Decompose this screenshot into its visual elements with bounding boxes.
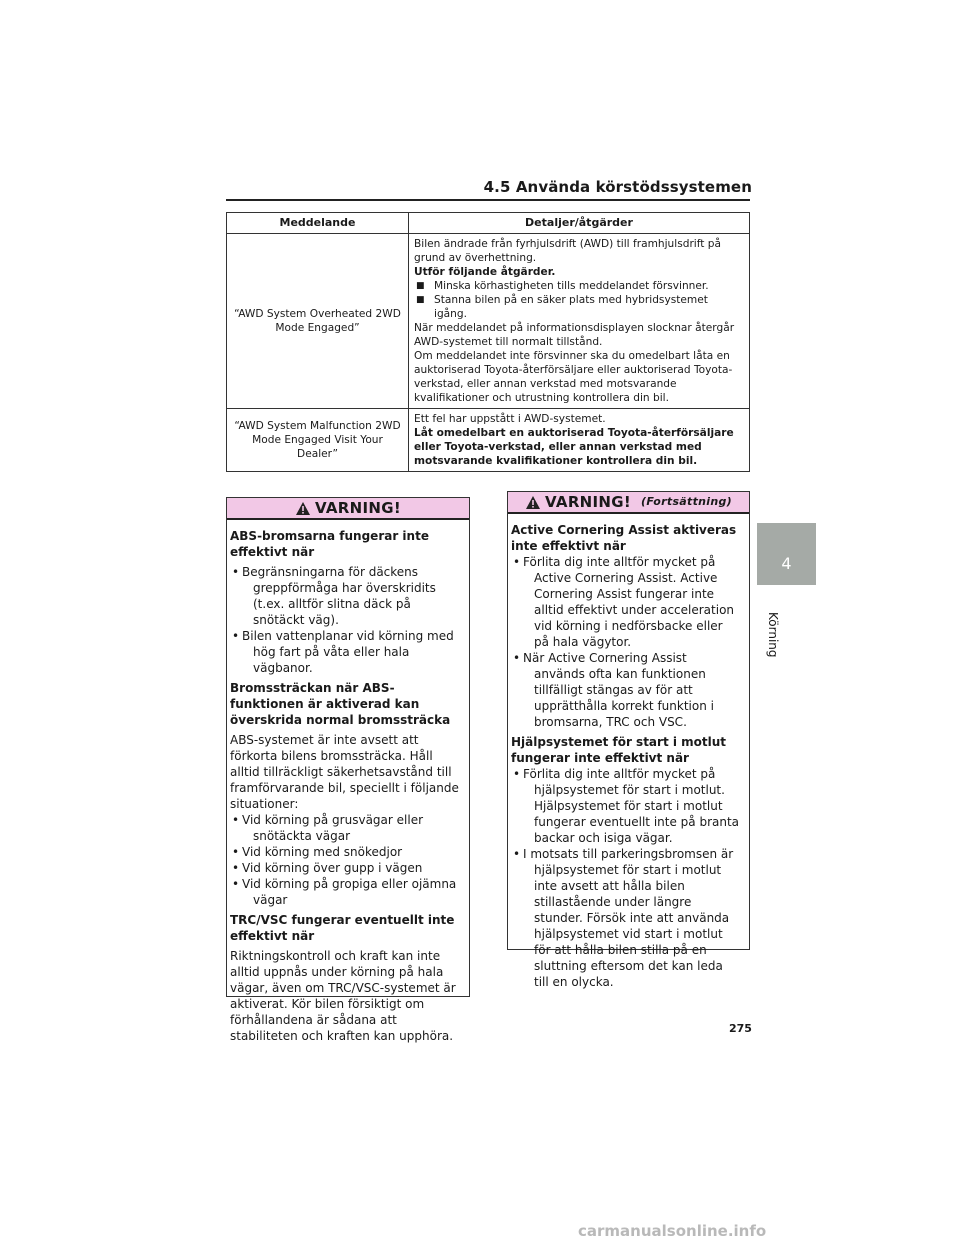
list-item: • Vid körning över gupp i vägen <box>230 860 461 876</box>
row1-note1: När meddelandet på informationsdisplayen slocknar återgår AWD-systemet till normalt tillstånd. <box>414 322 735 348</box>
list-item-text: Vid körning med snökedjor <box>242 845 403 859</box>
warning-triangle-icon <box>295 501 311 516</box>
table-header-row <box>227 213 750 234</box>
row1-intro: Bilen ändrade från fyrhjulsdrift (AWD) till framhjulsdrift på grund av överhettning. <box>414 238 722 264</box>
list-item-text: Förlita dig inte alltför mycket på Active Cornering Assist. Active Cornering Assist fungerar inte alltid effektivt under acceleration vid körning i nedförsbacke eller på hala vägytor. <box>523 555 735 649</box>
row1-action-title: Utför följande åtgärder. <box>414 266 556 278</box>
list-item-text: Vid körning på gropiga eller ojämna vägar <box>242 877 457 907</box>
warning-box-left <box>226 497 470 1043</box>
table-row <box>227 234 750 409</box>
warning-subtitle: (Fortsättning) <box>641 495 732 508</box>
list-item: • Begränsningarna för däckens greppförmåga har överskridits (t.ex. alltför slitna däck på snötäckt väg). <box>230 564 461 628</box>
row1-details <box>409 234 750 409</box>
list-item: • Förlita dig inte alltför mycket på Active Cornering Assist. Active Cornering Assist fungerar inte alltid effektivt under acceleration vid körning i nedförsbacke eller på hala vägytor. <box>511 554 741 650</box>
warning-heading: Hjälpsystemet för start i motlut fungerar inte effektivt när <box>511 735 727 765</box>
watermark: carmanualsonline.info <box>578 1222 767 1240</box>
col-header-message: Meddelande <box>227 213 409 234</box>
warning-paragraph: ABS-systemet är inte avsett att förkorta bilens bromssträcka. Håll alltid tillräckligt säkerhetsavstånd till framförvarande bil, speciellt i följande situationer: <box>230 733 459 811</box>
warning-heading: TRC/VSC fungerar eventuellt inte effektivt när <box>230 913 455 943</box>
warning-body <box>227 520 469 1054</box>
list-item: • Vid körning på grusvägar eller snötäckta vägar <box>230 812 461 844</box>
list-item-text: Begränsningarna för däckens greppförmåga har överskridits (t.ex. alltför slitna däck på snötäckt väg). <box>242 565 436 627</box>
warning-box-right <box>507 491 750 989</box>
warning-heading: Active Cornering Assist aktiveras inte effektivt när <box>511 523 737 553</box>
square-bullet-icon: ■ <box>416 281 425 291</box>
row1-step1-text: Minska körhastigheten tills meddelandet försvinner. <box>434 280 709 292</box>
row1-step1 <box>414 279 744 293</box>
list-item: • I motsats till parkeringsbromsen är hjälpsystemet för start i motlut inte avsett att hålla bilen stillastående under längre stunder. Försök inte att använda hjälpsystemet vid start i motlut för att hålla bilen stilla på en sluttning eftersom det kan leda till en olycka. <box>511 846 741 990</box>
row1-note2: Om meddelandet inte försvinner ska du omedelbart låta en auktoriserad Toyota-återförsäljare eller auktoriserad Toyota-verkstad, eller annan verkstad med motsvarande kvalifikationer och utrustning kontrollera din bil. <box>414 350 733 404</box>
list-item-text: Bilen vattenplanar vid körning med hög fart på våta eller hala vägbanor. <box>242 629 454 675</box>
list-item-text: Förlita dig inte alltför mycket på hjälpsystemet för start i motlut. Hjälpsystemet för start i motlut fungerar eventuellt inte på branta backar och isiga vägar. <box>523 767 740 845</box>
warning-triangle-icon <box>525 495 541 510</box>
section-title: 4.5 Använda körstödssystemen <box>483 178 752 196</box>
warning-title: VARNING! <box>315 499 401 517</box>
chapter-tab: 4 <box>757 523 816 585</box>
message-table <box>226 212 750 472</box>
col-header-details: Detaljer/åtgärder <box>409 213 750 234</box>
warning-title: VARNING! <box>545 493 632 511</box>
chapter-label: Körning <box>766 612 780 658</box>
page-number: 275 <box>729 1022 752 1035</box>
list-item-text: I motsats till parkeringsbromsen är hjälpsystemet för start i motlut inte avsett att hålla bilen stillastående under längre stunder. Försök inte att använda hjälpsystemet vid start i motlut för att hålla bilen stilla på en sluttning eftersom det kan leda till en olycka. <box>523 847 734 989</box>
section-rule <box>226 199 750 201</box>
list-item: • Bilen vattenplanar vid körning med hög fart på våta eller hala vägbanor. <box>230 628 461 676</box>
list-item: • Vid körning på gropiga eller ojämna vägar <box>230 876 461 908</box>
warning-header <box>227 498 469 520</box>
row2-detail: Ett fel har uppstått i AWD-systemet. <box>414 413 606 425</box>
row2-details <box>409 409 750 472</box>
square-bullet-icon: ■ <box>416 295 425 305</box>
list-item-text: Vid körning på grusvägar eller snötäckta vägar <box>242 813 424 843</box>
list-item-text: När Active Cornering Assist används ofta kan funktionen tillfälligt stängas av för att upprätthålla korrekt funktion i bromsarna, TRC och VSC. <box>523 651 714 729</box>
warning-heading: ABS-bromsarna fungerar inte effektivt när <box>230 529 429 559</box>
row1-message: “AWD System Overheated 2WD Mode Engaged” <box>227 234 409 409</box>
row2-bold: Låt omedelbart en auktoriserad Toyota-återförsäljare eller Toyota-verkstad, eller annan verkstad med motsvarande kvalifikationer kontrollera din bil. <box>414 427 734 467</box>
warning-paragraph: Riktningskontroll och kraft kan inte alltid uppnås under körning på hala vägar, även om TRC/VSC-systemet är aktiverat. Kör bilen försiktigt om förhållandena är sådana att stabiliteten och kraften kan upphöra. <box>230 949 456 1043</box>
list-item: • När Active Cornering Assist används ofta kan funktionen tillfälligt stängas av för att upprätthålla korrekt funktion i bromsarna, TRC och VSC. <box>511 650 741 730</box>
list-item: • Vid körning med snökedjor <box>230 844 461 860</box>
warning-body <box>508 514 749 996</box>
table-row <box>227 409 750 472</box>
list-item: • Förlita dig inte alltför mycket på hjälpsystemet för start i motlut. Hjälpsystemet för start i motlut fungerar eventuellt inte på branta backar och isiga vägar. <box>513 767 740 845</box>
warning-header <box>508 492 749 514</box>
row1-step2 <box>414 293 744 321</box>
row2-message: “AWD System Malfunction 2WD Mode Engaged Visit Your Dealer” <box>227 409 409 472</box>
list-item-text: Vid körning över gupp i vägen <box>242 861 423 875</box>
warning-heading: Bromssträckan när ABS-funktionen är aktiverad kan överskrida normal bromssträcka <box>230 681 451 727</box>
row1-step2-text: Stanna bilen på en säker plats med hybridsystemet igång. <box>434 294 708 320</box>
